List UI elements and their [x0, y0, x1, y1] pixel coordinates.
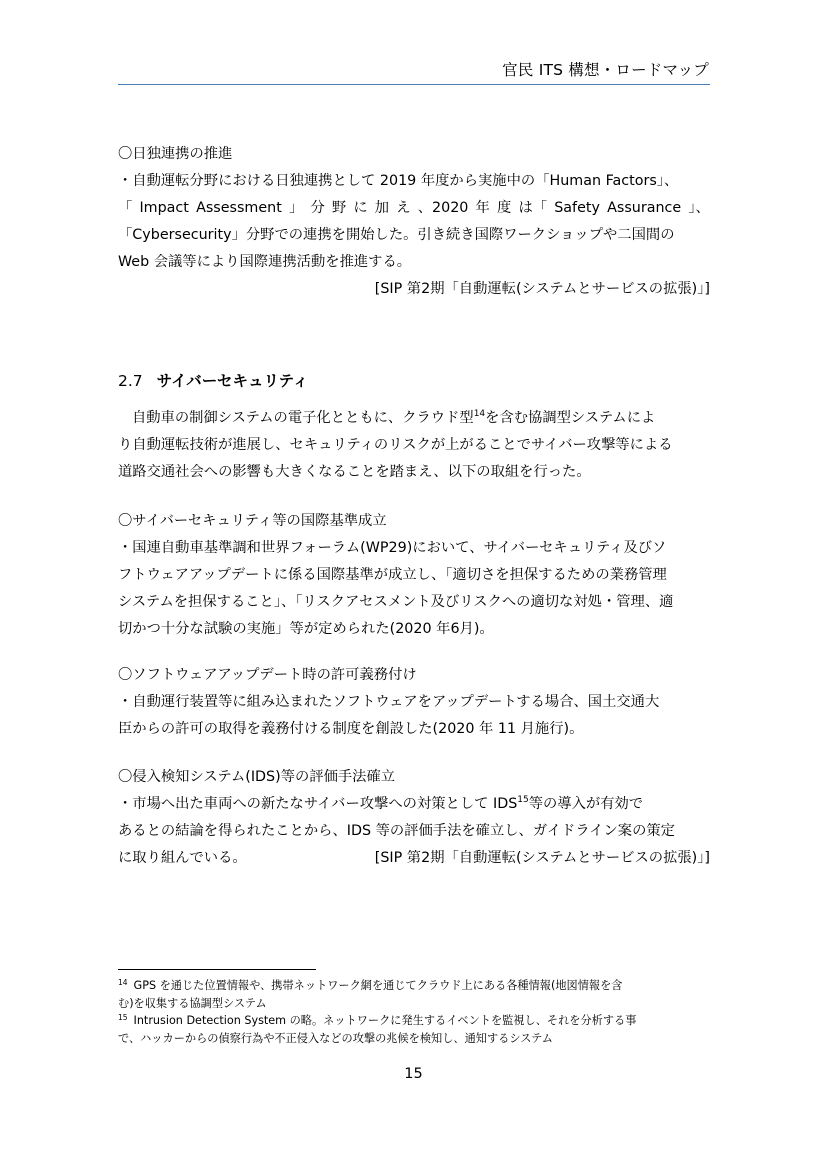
- block1-justified-line: [118, 195, 710, 222]
- word: は「: [518, 200, 548, 216]
- block2-line-4: 切かつ十分な試験の実施」等が定められた(2020 年6月)。: [118, 621, 494, 637]
- footnote-ref-15: 15: [517, 795, 529, 805]
- intro-line-2: り自動運転技術が進展し、セキュリティのリスクが上がることでサイバー攻撃等による: [118, 437, 673, 453]
- section-number: 2.7: [118, 372, 143, 390]
- footnote-15-line-1: [118, 1012, 710, 1030]
- footnote-15-number: 15: [118, 1013, 128, 1022]
- block4-line-3-text: に取り組んでいる。: [118, 850, 247, 866]
- word: 年: [475, 200, 490, 216]
- word: Assessment: [196, 200, 282, 216]
- word: Impact: [139, 200, 189, 216]
- word: 」、: [688, 200, 710, 216]
- block2-line-3: システムを担保すること」、「リスクアセスメント及びリスクへの適切な対処・管理、適: [118, 594, 674, 610]
- block3-line-1: ・自動運行装置等に組み込まれたソフトウェアをアップデートする場合、国土交通大: [118, 694, 660, 710]
- footnote-14-number: 14: [118, 978, 128, 987]
- block4-line-1: [118, 791, 710, 818]
- word: 度: [497, 200, 512, 216]
- block-ids-evaluation: [118, 764, 710, 872]
- word: 」: [288, 200, 304, 216]
- block1-line-4: Web 会議等により国際連携活動を推進する。: [118, 254, 412, 270]
- block4-heading: 〇侵入検知システム(IDS)等の評価手法確立: [118, 769, 396, 785]
- intro-text: を含む協調型システムによ: [485, 410, 656, 426]
- footnotes: [118, 977, 710, 1047]
- footnote-14-line-2: む)を収集する協調型システム: [118, 996, 267, 1010]
- word: 「: [118, 200, 133, 216]
- word: に: [353, 200, 368, 216]
- block4-text: 等の導入が有効で: [528, 796, 644, 812]
- footnote-15-line-2: で、ハッカーからの偵察行為や不正侵入などの攻撃の兆候を検知し、通知するシステム: [118, 1031, 553, 1045]
- block1-line-1: ・自動運転分野における日独連携として 2019 年度から実施中の「Human Factors」、: [118, 173, 679, 189]
- header-title: 官民 ITS 構想・ロードマップ: [502, 61, 709, 79]
- block4-text: ・市場へ出た車両への新たなサイバー攻撃への対策として IDS: [118, 796, 518, 812]
- block2-heading: 〇サイバーセキュリティ等の国際基準成立: [118, 513, 387, 529]
- footnote-14-line-1: [118, 977, 710, 995]
- section-heading: [118, 369, 308, 391]
- block1-line-3: 「Cybersecurity」分野での連携を開始した。引き続き国際ワークショップや二国間の: [118, 227, 675, 243]
- page-number: 15: [404, 1066, 423, 1082]
- block2-line-1: ・国連自動車基準調和世界フォーラム(WP29)において、サイバーセキュリティ及びソ: [118, 540, 667, 556]
- word: 野: [331, 200, 347, 216]
- word: え: [396, 200, 411, 216]
- footnote-divider: [118, 969, 316, 970]
- intro-line-3: 道路交通社会への影響も大きくなることを踏まえ、以下の取組を行った。: [118, 464, 591, 480]
- intro-line-1: [118, 405, 710, 432]
- block4-line-3: [118, 845, 710, 872]
- word: 分: [310, 200, 325, 216]
- footnote-text: Intrusion Detection System の略。ネットワークに発生するイベントを監視し、それを分析する事: [133, 1014, 637, 1027]
- footnote-ref-14: 14: [473, 409, 486, 419]
- word: 加: [374, 200, 390, 216]
- block1-citation: [SIP 第2期「自動運転(システムとサービスの拡張)」]: [374, 281, 710, 297]
- block3-heading: 〇ソフトウェアアップデート時の許可義務付け: [118, 667, 417, 683]
- block-international-standard: [118, 508, 710, 643]
- block4-citation: [SIP 第2期「自動運転(システムとサービスの拡張)」]: [374, 850, 710, 866]
- block3-line-2: 臣からの許可の取得を義務付ける制度を創設した(2020 年 11 月施行)。: [118, 721, 584, 737]
- section-intro: [118, 405, 710, 486]
- block4-line-2: あるとの結論を得られたことから、IDS 等の評価手法を確立し、ガイドライン案の策定: [118, 823, 675, 839]
- block-japan-germany: [118, 141, 710, 303]
- footnote-text: GPS を通じた位置情報や、携帯ネットワーク網を通じてクラウド上にある各種情報(地図情報を含: [133, 979, 623, 992]
- word: 、2020: [417, 200, 469, 216]
- word: Assurance: [607, 200, 682, 216]
- section-title: サイバーセキュリティ: [156, 372, 309, 390]
- word: Safety: [554, 200, 600, 216]
- header-divider: [118, 84, 710, 85]
- block1-heading: 〇日独連携の推進: [118, 146, 233, 162]
- intro-text: 自動車の制御システムの電子化とともに、クラウド型: [132, 410, 474, 426]
- block-software-update: [118, 662, 710, 743]
- block2-line-2: フトウェアアップデートに係る国際基準が成立し、「適切さを担保するための業務管理: [118, 567, 667, 583]
